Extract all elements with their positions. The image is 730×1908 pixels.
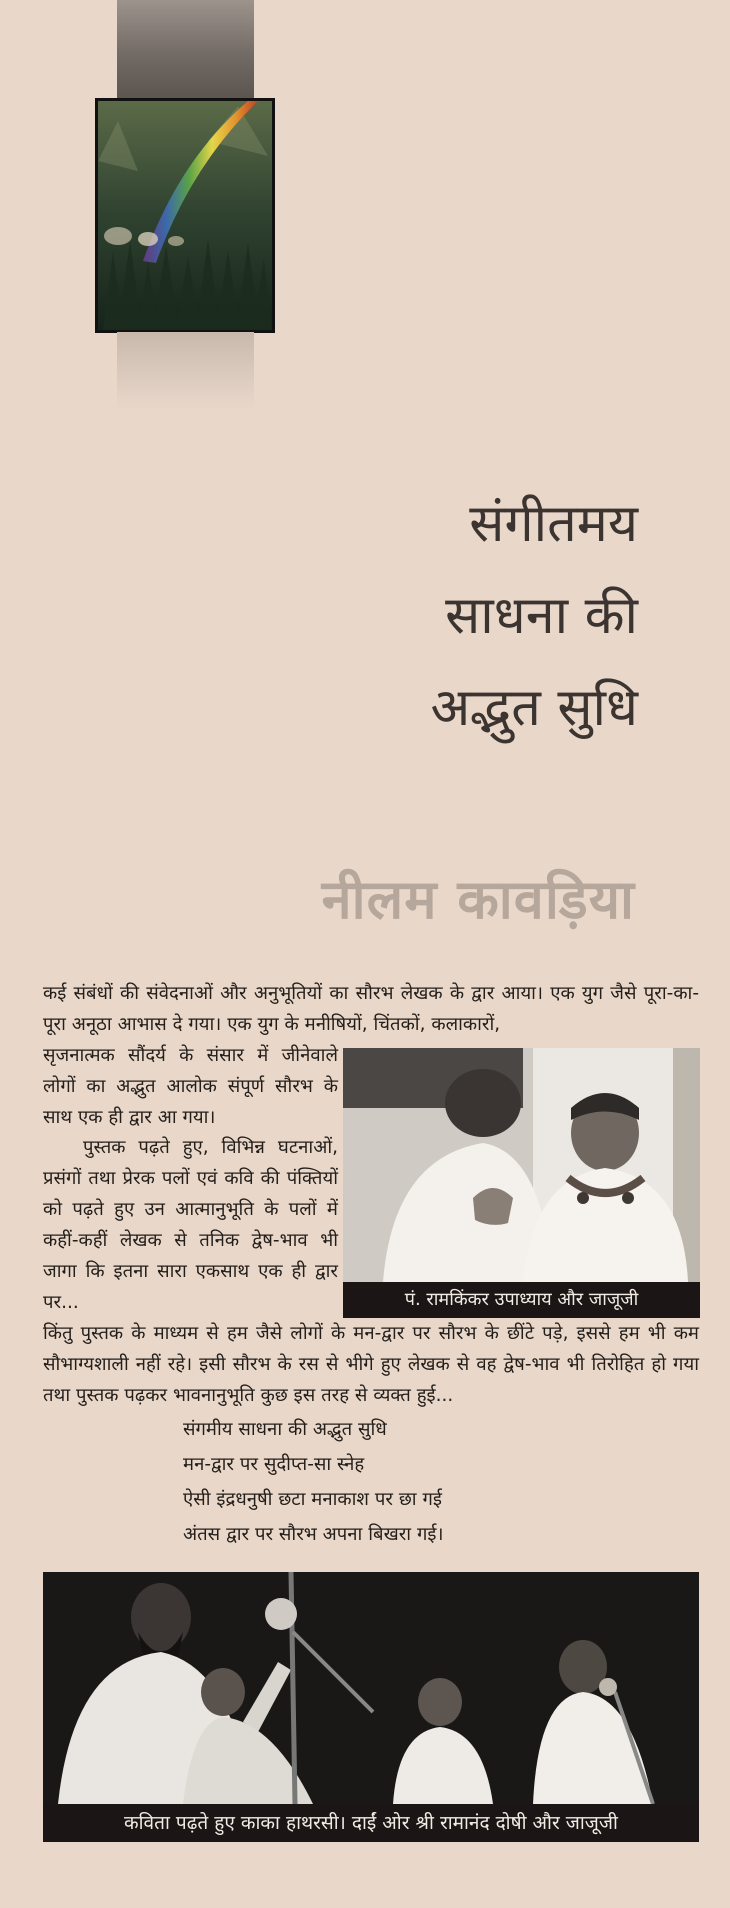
article-title [278, 478, 638, 754]
photo-image [43, 1572, 699, 1804]
paragraph-1: कई संबंधों की संवेदनाओं और अनुभूतियों का सौरभ लेखक के द्वार आया। एक युग जैसे पूरा-का-पूरा अनूठा आभास दे गया। एक युग के मनीषियों, चिंतकों, कलाकारों, [43, 983, 699, 1035]
poem-block [183, 1412, 443, 1552]
author-name: नीलम कावड़िया [321, 868, 635, 931]
photo-ramkinkar-jajuji [343, 1048, 700, 1318]
title-line-2: साधना की [445, 586, 638, 646]
poem-line-3: ऐसी इंद्रधनुषी छटा मनाकाश पर छा गई [183, 1489, 442, 1510]
poem-line-4: अंतस द्वार पर सौरभ अपना बिखरा गई। [183, 1524, 444, 1545]
poem-line-1: संगमीय साधना की अद्भुत सुधि [183, 1419, 387, 1440]
rainbow-forest-photo [95, 98, 275, 333]
paragraph-2: पुस्तक पढ़ते हुए, विभिन्न घटनाओं, प्रसंगों तथा प्रेरक पलों एवं कवि की पंक्तियों को पढ़ते हुए उन आत्मानुभूति के पलों में कहीं-कहीं लेखक से तनिक द्वेष-भाव भी जागा कि इतना सारा एकसाथ एक ही द्वार पर... [43, 1137, 338, 1313]
photo2-caption: कविता पढ़ते हुए काका हाथरसी। दाईं ओर श्री रामानंद दोषी और जाजूजी [43, 1804, 699, 1842]
title-line-1: संगीतमय [469, 494, 638, 554]
photo-image [343, 1048, 700, 1282]
title-line-3: अद्भुत सुधि [430, 678, 638, 738]
decorative-bar-top [117, 0, 254, 100]
paragraph-3: किंतु पुस्तक के माध्यम से हम जैसे लोगों के मन-द्वार पर सौरभ के छींटे पड़े, इससे हम भी कम सौभाग्यशाली नहीं रहे। इसी सौरभ के रस से भीगे हुए लेखक से वह द्वेष-भाव भी तिरोहित हो गया तथा पुस्तक पढ़कर भावनानुभूति कुछ इस तरह से व्यक्त हुई... [43, 1323, 699, 1406]
photo1-caption: पं. रामकिंकर उपाध्याय और जाजूजी [343, 1282, 700, 1318]
photo-kaka-hathrasi [43, 1572, 699, 1842]
paragraph-1-continued: सृजनात्मक सौंदर्य के संसार में जीनेवाले लोगों का अद्भुत आलोक संपूर्ण सौरभ के साथ एक ही द्वार आ गया। [43, 1045, 338, 1128]
decorative-bar-bottom [117, 332, 254, 410]
poem-line-2: मन-द्वार पर सुदीप्त-सा स्नेह [183, 1454, 365, 1475]
